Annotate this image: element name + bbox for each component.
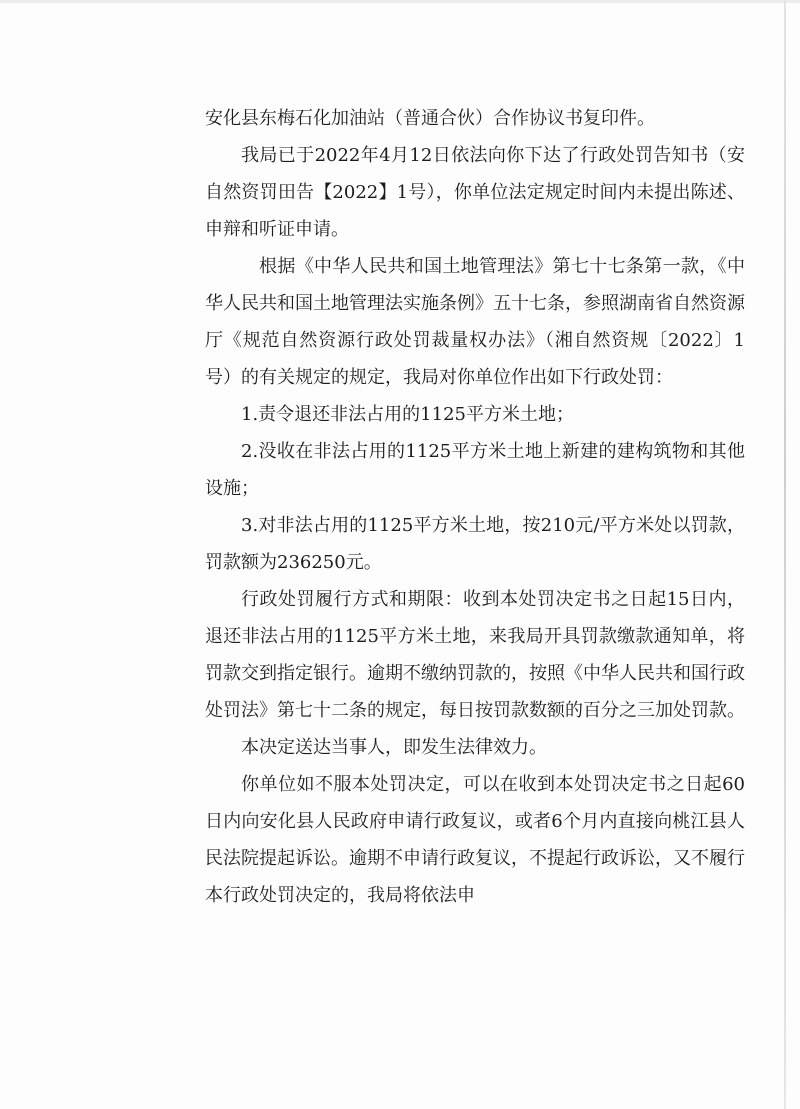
paragraph-prior-notice: 我局已于2022年4月12日依法向你下达了行政处罚告知书（安自然资罚田告【2022】1号），你单位法定规定时间内未提出陈述、申辩和听证申请。 — [205, 145, 745, 240]
penalty-item-2: 2.没收在非法占用的1125平方米土地上新建的建构筑物和其他设施； — [205, 441, 745, 499]
paragraph-performance-terms: 行政处罚履行方式和期限：收到本处罚决定书之日起15日内，退还非法占用的1125平方米土地，来我局开具罚款缴款通知单，将罚款交到指定银行。逾期不缴纳罚款的，按照《中华人民共和国行政处罚法》第七十二条的规定，每日按罚款数额的百分之三加处罚款。 — [205, 589, 745, 721]
scan-top-edge — [0, 0, 800, 3]
paragraph-legal-basis: 根据《中华人民共和国土地管理法》第七十七条第一款，《中华人民共和国土地管理法实施条例》五十七条，参照湖南省自然资源厅《规范自然资源行政处罚裁量权办法》（湘自然资规〔2022〕1号）的有关规定的规定，我局对你单位作出如下行政处罚： — [205, 256, 745, 388]
document-body — [205, 100, 745, 914]
paragraph-continuation: 安化县东梅石化加油站（普通合伙）合作协议书复印件。 — [205, 108, 655, 129]
penalty-item-3: 3.对非法占用的1125平方米土地，按210元/平方米处以罚款，罚款额为236250元。 — [205, 515, 745, 573]
paragraph-effectiveness: 本决定送达当事人，即发生法律效力。 — [241, 737, 547, 758]
scan-right-edge — [784, 0, 786, 1109]
penalty-item-1: 1.责令退还非法占用的1125平方米土地； — [241, 404, 574, 425]
paragraph-appeal-rights: 你单位如不服本处罚决定，可以在收到本处罚决定书之日起60日内向安化县人民政府申请行政复议，或者6个月内直接向桃江县人民法院提起诉讼。逾期不申请行政复议，不提起行政诉讼，又不履行本行政处罚决定的，我局将依法申 — [205, 774, 745, 906]
